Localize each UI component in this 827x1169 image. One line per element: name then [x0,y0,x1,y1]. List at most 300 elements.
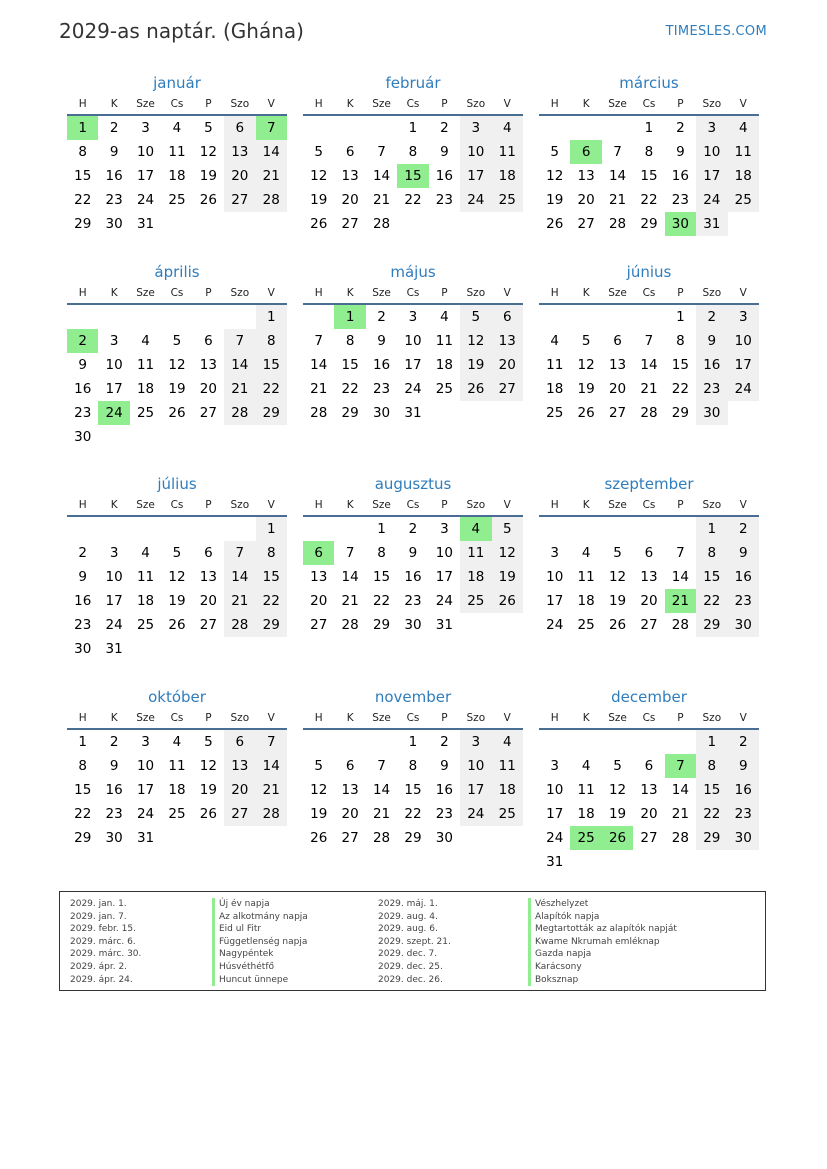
weekend-day-cell: 7 [224,329,255,353]
weekend-day-cell: 11 [460,541,491,565]
day-cell: 29 [404,830,422,846]
month-2 [303,72,523,236]
day-cell: 3 [141,120,150,136]
weekday-label: V [503,712,511,724]
weekend-day-cell: 22 [696,802,727,826]
week-row [539,565,759,589]
holiday-day-cell: 30 [665,212,696,236]
day-cell: 10 [105,357,123,373]
weekday-label: P [205,712,212,724]
day-cell: 31 [105,641,123,657]
week-row [67,517,287,541]
weekday-label: Sze [608,712,627,724]
legend-date: 2029. dec. 26. [378,974,443,985]
day-cell: 7 [644,333,654,349]
day-cell: 9 [78,569,87,585]
day-cell: 18 [546,381,564,397]
weekend-day-cell: 18 [492,164,523,188]
empty-cell [161,826,192,850]
week-row [67,565,287,589]
day-cell: 15 [671,357,689,373]
day-cell: 4 [581,758,591,774]
week-row [67,377,287,401]
weekend-day-cell: 20 [224,778,255,802]
weekday-label: Sze [136,499,155,511]
day-cell: 15 [74,782,92,798]
week-row [303,164,523,188]
month-11 [303,686,523,850]
empty-cell [256,212,287,236]
day-cell: 22 [671,381,689,397]
weekend-day-cell: 11 [492,754,523,778]
weekend-day-cell: 5 [460,305,491,329]
empty-cell [334,116,365,140]
weekday-label: H [550,98,559,110]
day-cell: 19 [577,381,595,397]
page-title: 2029-as naptár. (Ghána) [59,19,304,43]
week-row [539,541,759,565]
empty-cell [130,425,161,449]
empty-cell [161,305,192,329]
weekend-day-cell: 18 [460,565,491,589]
holiday-day-cell: 25 [570,826,601,850]
weekend-day-cell: 4 [492,116,523,140]
weekday-label: Szo [466,712,486,724]
day-cell: 29 [74,216,92,232]
weekend-day-cell: 10 [696,140,727,164]
legend-holiday-name: Megtartották az alapítók napját [528,923,677,936]
weekend-day-cell: 24 [728,377,759,401]
holiday-day-cell: 26 [602,826,633,850]
day-cell: 9 [78,357,87,373]
day-cell: 2 [78,545,87,561]
weekend-day-cell: 17 [460,164,491,188]
day-cell: 14 [608,168,627,184]
day-cell: 20 [341,806,359,822]
day-cell: 8 [345,333,355,349]
day-cell: 11 [546,357,564,373]
weekend-day-cell: 14 [256,754,287,778]
empty-cell [366,730,397,754]
empty-cell [334,730,365,754]
weekend-day-cell: 3 [696,116,727,140]
legend-date: 2029. szept. 21. [378,936,451,947]
weekday-label: P [441,712,448,724]
weekday-label: V [739,499,747,511]
weekend-day-cell: 6 [492,305,523,329]
day-cell: 23 [74,405,92,421]
week-row [67,116,287,140]
weekday-label: P [677,98,684,110]
weekend-day-cell: 28 [256,188,287,212]
day-cell: 12 [546,168,564,184]
empty-cell [665,850,696,874]
day-cell: 13 [341,782,359,798]
day-cell: 15 [640,168,658,184]
day-cell: 23 [435,192,453,208]
legend-holiday-name: Húsvéthétfő [212,961,308,974]
day-cell: 19 [546,192,564,208]
day-cell: 18 [168,168,186,184]
day-cell: 7 [314,333,323,349]
holiday-day-cell: 21 [665,589,696,613]
weekend-day-cell: 11 [492,140,523,164]
day-cell: 11 [136,357,155,373]
week-row [539,730,759,754]
week-row [539,140,759,164]
legend-holiday-name: Az alkotmány napja [212,911,308,924]
day-cell: 28 [310,405,328,421]
day-cell: 3 [440,521,449,537]
legend-holiday-name: Boksznap [528,974,677,987]
day-cell: 29 [671,405,689,421]
weekend-day-cell: 23 [696,377,727,401]
empty-cell [492,212,523,236]
day-cell: 8 [408,144,418,160]
day-cell: 29 [341,405,359,421]
day-cell: 16 [435,168,453,184]
empty-cell [98,305,129,329]
empty-cell [633,305,664,329]
weekend-day-cell: 26 [460,377,491,401]
day-cell: 16 [435,782,453,798]
week-row [67,802,287,826]
legend-date: 2029. jan. 1. [70,899,127,909]
day-cell: 2 [440,120,449,136]
day-cell: 14 [671,782,689,798]
day-cell: 23 [105,192,123,208]
day-cell: 6 [204,333,213,349]
empty-cell [539,305,570,329]
empty-cell [728,401,759,425]
weekend-day-cell: 7 [256,730,287,754]
day-cell: 1 [676,309,685,325]
day-cell: 13 [577,168,595,184]
weekday-header [303,495,523,517]
weekend-day-cell: 10 [460,754,491,778]
empty-cell [429,401,460,425]
weekday-header [539,495,759,517]
day-cell: 7 [377,758,386,774]
day-cell: 4 [581,545,591,561]
day-cell: 8 [78,144,87,160]
legend-date: 2029. aug. 4. [378,911,438,922]
day-cell: 23 [74,617,92,633]
empty-cell [728,212,759,236]
weekend-day-cell: 27 [224,802,255,826]
day-cell: 24 [136,806,155,822]
weekend-day-cell: 16 [696,353,727,377]
week-row [67,613,287,637]
day-cell: 29 [640,216,658,232]
day-cell: 9 [109,758,119,774]
week-row [303,613,523,637]
weekday-label: K [346,499,354,511]
day-cell: 30 [105,830,123,846]
week-row [303,377,523,401]
weekend-day-cell: 6 [224,730,255,754]
weekday-label: Szo [702,712,722,724]
weekend-day-cell: 10 [460,140,491,164]
day-cell: 20 [608,381,627,397]
day-cell: 12 [608,782,627,798]
weekday-header [539,283,759,305]
weekday-label: K [110,98,118,110]
empty-cell [633,730,664,754]
week-row [539,377,759,401]
weekend-day-cell: 8 [256,541,287,565]
day-cell: 20 [310,593,328,609]
day-cell: 18 [136,381,155,397]
week-row [539,778,759,802]
holiday-day-cell: 7 [256,116,287,140]
day-cell: 26 [168,617,186,633]
day-cell: 3 [408,309,418,325]
day-cell: 7 [676,545,685,561]
weekend-day-cell: 26 [492,589,523,613]
week-row [303,826,523,850]
weekday-label: Cs [170,98,184,110]
weekday-label: P [441,98,448,110]
day-cell: 21 [310,381,328,397]
day-cell: 7 [613,144,622,160]
day-cell: 25 [168,192,186,208]
legend-holiday-name: Nagypéntek [212,948,308,961]
day-cell: 19 [199,168,217,184]
weekend-day-cell: 12 [492,541,523,565]
empty-cell [98,517,129,541]
day-cell: 8 [644,144,654,160]
weekend-day-cell: 25 [492,188,523,212]
day-cell: 8 [408,758,418,774]
day-cell: 2 [109,734,119,750]
day-cell: 20 [341,192,359,208]
legend-holiday-name: Új év napja [212,898,308,911]
empty-cell [67,305,98,329]
week-row [303,517,523,541]
day-cell: 3 [550,545,559,561]
weekday-label: V [739,98,747,110]
day-cell: 23 [105,806,123,822]
day-cell: 16 [105,168,123,184]
day-cell: 21 [608,192,627,208]
day-cell: 23 [435,806,453,822]
weekend-day-cell: 23 [728,802,759,826]
week-row [539,188,759,212]
weekend-day-cell: 12 [460,329,491,353]
weekday-label: Szo [230,712,250,724]
day-cell: 5 [581,333,591,349]
weekday-label: H [550,499,559,511]
day-cell: 13 [310,569,328,585]
day-cell: 13 [341,168,359,184]
weekday-label: Sze [608,98,627,110]
legend-holiday-name: Függetlenség napja [212,936,308,949]
weekend-day-cell: 25 [460,589,491,613]
week-row [303,730,523,754]
day-cell: 6 [644,758,654,774]
day-cell: 6 [204,545,213,561]
weekday-label: Sze [372,287,391,299]
legend-holiday-name: Eid ul Fitr [212,923,308,936]
day-cell: 18 [577,806,595,822]
day-cell: 6 [613,333,622,349]
weekday-label: H [78,287,87,299]
month-6 [539,261,759,425]
week-row [303,589,523,613]
day-cell: 13 [608,357,627,373]
empty-cell [224,425,255,449]
legend-date: 2029. dec. 25. [378,961,443,972]
day-cell: 22 [74,192,92,208]
day-cell: 1 [377,521,386,537]
day-cell: 4 [141,333,150,349]
weekday-header [67,708,287,730]
day-cell: 4 [172,120,182,136]
day-cell: 14 [372,782,391,798]
empty-cell [728,850,759,874]
day-cell: 7 [345,545,355,561]
empty-cell [303,730,334,754]
day-cell: 15 [372,569,391,585]
day-cell: 26 [310,216,328,232]
weekend-day-cell: 29 [256,401,287,425]
week-row [67,826,287,850]
day-cell: 16 [404,569,422,585]
brand-link[interactable]: TIMESLES.COM [665,24,767,39]
empty-cell [366,116,397,140]
week-row [539,754,759,778]
day-cell: 17 [546,593,564,609]
weekday-label: Cs [642,499,656,511]
day-cell: 17 [136,168,155,184]
week-row [539,401,759,425]
empty-cell [429,212,460,236]
day-cell: 26 [199,806,217,822]
weekend-day-cell: 18 [728,164,759,188]
weekday-label: V [267,712,275,724]
day-cell: 25 [168,806,186,822]
week-row [67,329,287,353]
weekday-label: V [739,712,747,724]
legend-holiday-name: Karácsony [528,961,677,974]
month-title: február [385,74,441,92]
day-cell: 26 [608,617,627,633]
weekday-label: H [314,287,323,299]
weekday-header [303,94,523,116]
empty-cell [696,850,727,874]
day-cell: 3 [550,758,559,774]
weekend-day-cell: 17 [728,353,759,377]
month-title: március [619,74,679,92]
holiday-day-cell: 1 [67,116,98,140]
empty-cell [539,116,570,140]
weekday-label: H [314,98,323,110]
legend-date: 2029. máj. 1. [378,899,438,909]
weekday-label: Cs [406,499,420,511]
weekday-label: K [346,98,354,110]
legend-date: 2029. dec. 7. [378,949,438,960]
weekday-label: Cs [170,499,184,511]
empty-cell [460,401,491,425]
empty-cell [570,116,601,140]
weekday-label: Cs [406,712,420,724]
empty-cell [602,116,633,140]
weekday-label: Cs [406,98,420,110]
day-cell: 4 [550,333,559,349]
month-3 [539,72,759,236]
weekday-label: P [205,287,212,299]
day-cell: 10 [136,144,155,160]
empty-cell [130,517,161,541]
day-cell: 6 [345,758,355,774]
day-cell: 2 [440,734,449,750]
month-1 [67,72,287,236]
empty-cell [602,850,633,874]
day-cell: 25 [577,617,595,633]
weekend-day-cell: 15 [256,353,287,377]
day-cell: 3 [109,333,119,349]
week-row [303,188,523,212]
weekday-label: Cs [642,98,656,110]
empty-cell [224,517,255,541]
weekend-day-cell: 20 [492,353,523,377]
day-cell: 20 [640,593,658,609]
week-row [67,778,287,802]
weekday-label: V [503,287,511,299]
weekend-day-cell: 27 [224,188,255,212]
week-row [539,305,759,329]
day-cell: 17 [105,593,123,609]
day-cell: 12 [168,357,186,373]
week-row [67,164,287,188]
day-cell: 9 [440,144,449,160]
weekend-day-cell: 19 [492,565,523,589]
day-cell: 16 [671,168,689,184]
day-cell: 13 [199,357,217,373]
empty-cell [303,116,334,140]
weekend-day-cell: 30 [728,613,759,637]
day-cell: 31 [435,617,453,633]
day-cell: 11 [168,144,186,160]
day-cell: 18 [168,782,186,798]
weekend-day-cell: 1 [256,517,287,541]
day-cell: 31 [404,405,422,421]
weekend-day-cell: 4 [492,730,523,754]
empty-cell [224,212,255,236]
weekend-day-cell: 25 [492,802,523,826]
day-cell: 20 [640,806,658,822]
day-cell: 30 [372,405,391,421]
weekday-label: P [677,712,684,724]
day-cell: 5 [613,758,622,774]
day-cell: 2 [676,120,685,136]
day-cell: 10 [435,545,453,561]
empty-cell [303,517,334,541]
day-cell: 19 [199,782,217,798]
day-cell: 15 [341,357,359,373]
week-row [67,589,287,613]
week-row [539,802,759,826]
day-cell: 16 [105,782,123,798]
day-cell: 27 [199,617,217,633]
day-cell: 30 [74,641,92,657]
day-cell: 5 [550,144,559,160]
day-cell: 21 [640,381,658,397]
day-cell: 6 [345,144,355,160]
weekday-header [539,708,759,730]
day-cell: 4 [172,734,182,750]
